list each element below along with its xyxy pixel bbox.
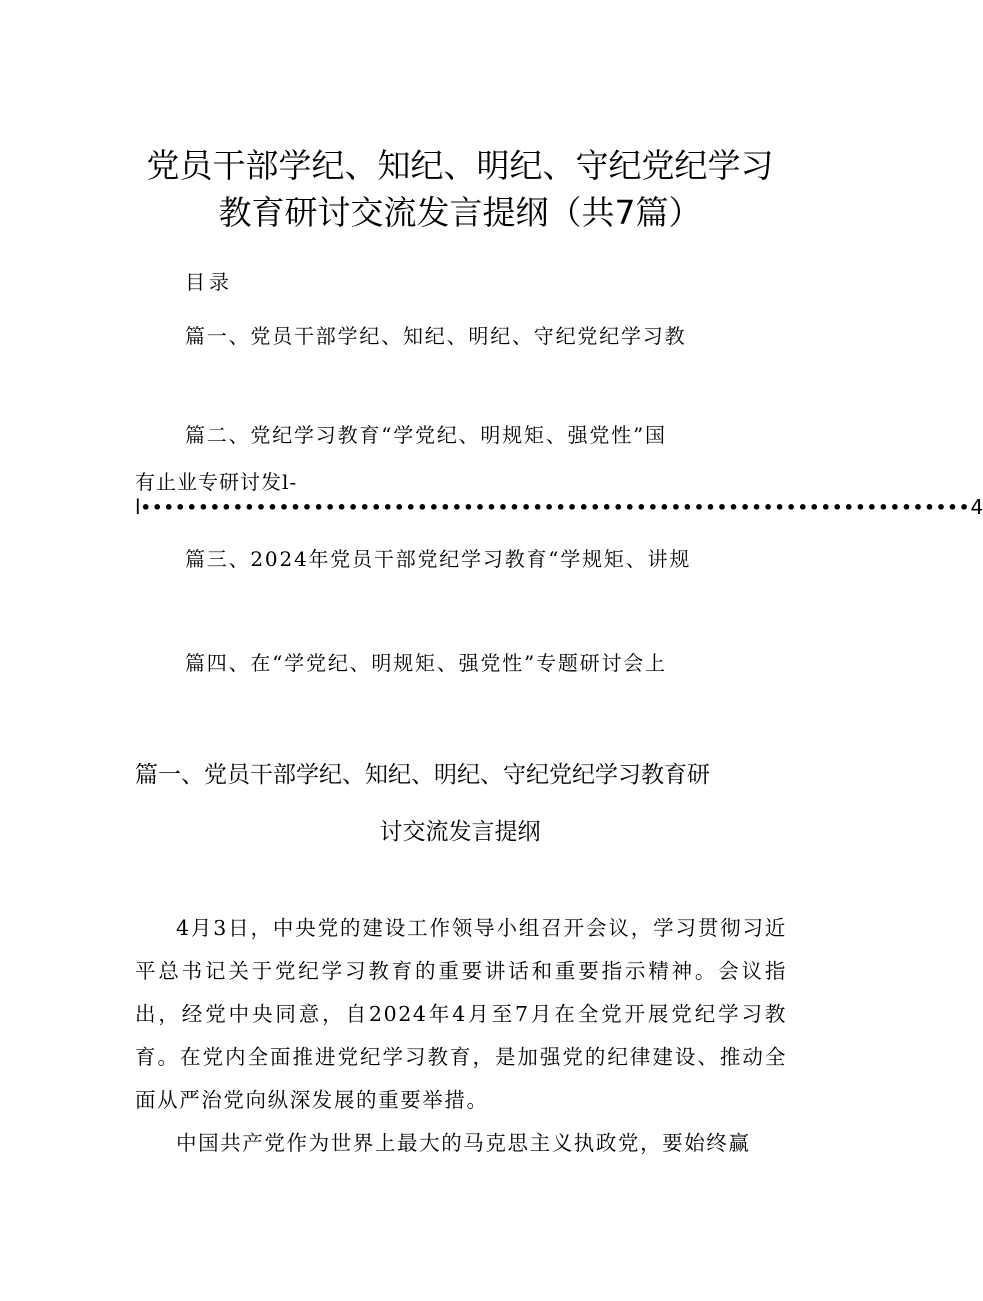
- paragraph: 4月3日，中央党的建设工作领导小组召开会议，学习贯彻习近平总书记关于党纪学习教育的重要讲话和重要指示精神。会议指出，经党中央同意，自2024年4月至7月在全党开展党纪学习教育。在党内全面推进党纪学习教育，是加强党的纪律建设、推动全面从严治党向纵深发展的重要举措。: [135, 916, 787, 1112]
- toc-item-2-continued[interactable]: 有止业专研讨发l-: [135, 470, 298, 494]
- toc-dot-leader: ••••••••••••••••••••••••••••••••••••••••••••••••••••••••••••••••••••••••: [140, 497, 971, 517]
- toc-label: 目录: [185, 270, 233, 294]
- paragraph: 中国共产党作为世界上最大的马克思主义执政党，要始终赢: [176, 1131, 751, 1155]
- toc-item-2-pipe: l: [135, 495, 141, 519]
- toc-item-3[interactable]: 篇三、2024年党员干部党纪学习教育“学规矩、讲规: [185, 547, 692, 571]
- document-title-line-1: 党员干部学纪、知纪、明纪、守纪党纪学习: [146, 146, 774, 185]
- toc-item-2[interactable]: 篇二、党纪学习教育“学党纪、明规矩、强党性”国: [185, 423, 667, 447]
- section-title-line-1: 篇一、党员干部学纪、知纪、明纪、守纪党纪学习教育研: [135, 762, 710, 788]
- document-title-line-2: 教育研讨交流发言提纲（共7篇）: [218, 193, 702, 232]
- section-title-line-2: 讨交流发言提纲: [379, 819, 541, 845]
- toc-item-4[interactable]: 篇四、在“学党纪、明规矩、强党性”专题研讨会上: [185, 651, 667, 675]
- body-text: [135, 907, 787, 1165]
- toc-item-2-page-number: 4: [970, 495, 983, 519]
- toc-item-1[interactable]: 篇一、党员干部学纪、知纪、明纪、守纪党纪学习教: [185, 324, 687, 348]
- toc-item-2-leader-row: [135, 495, 983, 519]
